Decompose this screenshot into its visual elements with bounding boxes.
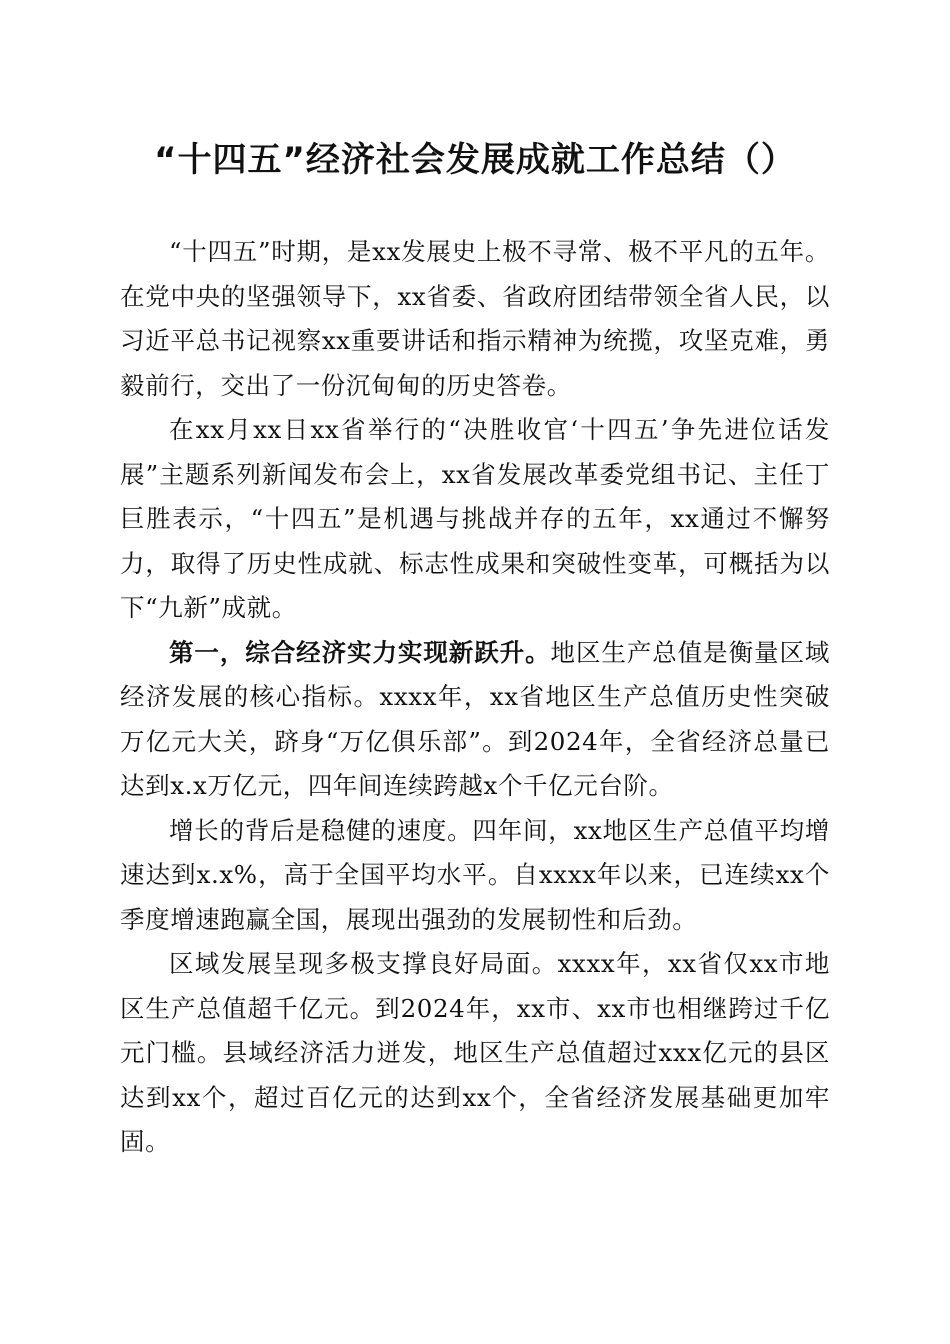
document-body — [120, 230, 830, 1165]
paragraph-text: “十四五”时期，是xx发展史上极不寻常、极不平凡的五年。在党中央的坚强领导下，xx省委、省政府团结带领全省人民，以习近平总书记视察xx重要讲话和指示精神为统揽，攻坚克难，勇毅前行，交出了一份沉甸甸的历史答卷。 — [120, 237, 830, 400]
paragraph-text: 地区生产总值是衡量区域经济发展的核心指标。xxxx年，xx省地区生产总值历史性突破万亿元大关，跻身“万亿俱乐部”。到2024年，全省经济总量已达到x.x万亿元，四年间连续跨越x个千亿元台阶。 — [120, 637, 831, 800]
document-title: “十四五”经济社会发展成就工作总结（） — [154, 140, 796, 180]
paragraph-lead-heading: 第一，综合经济实力实现新跃升。 — [169, 637, 551, 667]
paragraph-achievement-one — [120, 631, 830, 809]
paragraph-text: 增长的背后是稳健的速度。四年间，xx地区生产总值平均增速达到x.x%，高于全国平均水平。自xxxx年以来，已连续xx个季度增速跑赢全国，展现出强劲的发展韧性和后劲。 — [120, 815, 830, 934]
paragraph-text: 在xx月xx日xx省举行的“决胜收官‘十四五’争先进位话发展”主题系列新闻发布会上，xx省发展改革委党组书记、主任丁巨胜表示，“十四五”是机遇与挑战并存的五年，xx通过不懈努力，取得了历史性成就、标志性成果和突破性变革，可概括为以下“九新”成就。 — [120, 415, 830, 622]
paragraph-text: 区域发展呈现多极支撑良好局面。xxxx年，xx省仅xx市地区生产总值超千亿元。到2024年，xx市、xx市也相继跨过千亿元门槛。县域经济活力迸发，地区生产总值超过xxx亿元的县区达到xx个，超过百亿元的达到xx个，全省经济发展基础更加牢固。 — [120, 949, 830, 1156]
paragraph-regional-development — [120, 942, 830, 1165]
paragraph-growth-speed — [120, 809, 830, 943]
paragraph-intro — [120, 230, 830, 408]
paragraph-press-conference — [120, 408, 830, 631]
